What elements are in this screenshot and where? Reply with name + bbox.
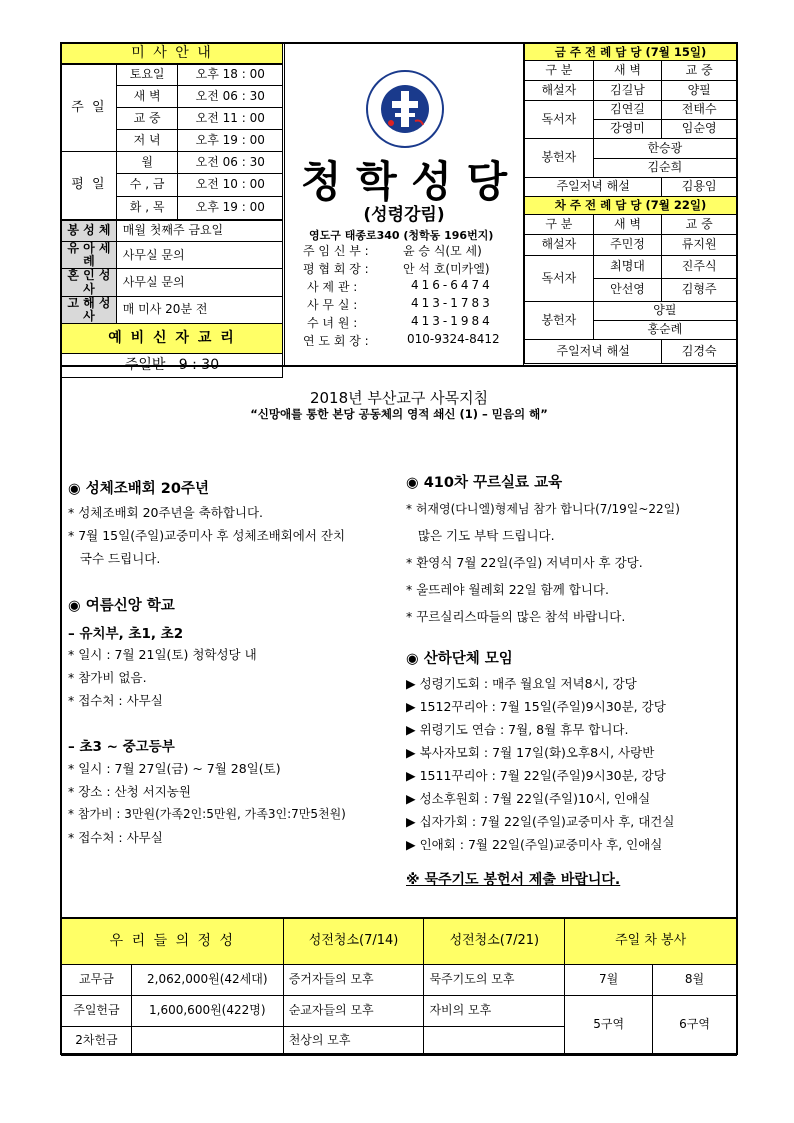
text-line: ▶ 1511꾸리아 : 7월 22일(주일)9시30분, 강당 <box>406 768 666 783</box>
contact-label: 사 제 관 : <box>307 280 358 294</box>
person-name: 안선영 <box>593 279 662 302</box>
catechumen-time: 주일반 9 : 30 <box>62 354 283 378</box>
header-divider <box>60 365 738 367</box>
person-name: 김순희 <box>593 159 736 178</box>
section-title: ◉ 여름신앙 학교 <box>68 598 175 614</box>
offering-value <box>131 1026 283 1055</box>
clean-title: 성전청소(7/14) <box>283 918 424 964</box>
parking-title: 주일 차 봉사 <box>565 918 737 964</box>
text-line: * 참가비 : 3만원(가족2인:5만원, 가족3인:7만5천원) <box>68 807 346 821</box>
contact-label: 평 협 회 장 : <box>303 262 369 276</box>
person-name: 홍순례 <box>593 321 736 340</box>
contact-value: 416-6474 <box>411 278 493 292</box>
role-label: 봉헌자 <box>525 139 594 178</box>
clean-title: 성전청소(7/21) <box>424 918 565 964</box>
offering-label: 주일헌금 <box>62 995 132 1026</box>
contact-value: 413-1783 <box>411 296 493 310</box>
person-name: 전태수 <box>662 101 737 120</box>
role-label: 해설자 <box>525 235 594 256</box>
person-name: 임순영 <box>662 120 737 139</box>
sacrament-value: 매 미사 20분 전 <box>116 296 282 323</box>
contact-value: 413-1984 <box>411 314 493 328</box>
sunday-day: 저 녁 <box>116 130 178 152</box>
head-cell: 구 분 <box>525 61 594 81</box>
person-name: 류지원 <box>662 235 737 256</box>
role-label: 독서자 <box>525 101 594 139</box>
sunday-label: 주 일 <box>62 64 117 152</box>
pastoral-subtitle: “신망애를 통한 본당 공동체의 영적 쇄신 (1) – 믿음의 해” <box>250 407 548 421</box>
contact-value: 윤 승 식(모 세) <box>403 244 482 258</box>
text-line: * 울뜨레야 월례회 22일 함께 합니다. <box>406 582 609 597</box>
parking-month: 7월 <box>565 964 653 995</box>
text-line: * 접수처 : 사무실 <box>68 830 163 845</box>
notice-note: ※ 묵주기도 봉헌서 제출 바랍니다. <box>406 872 621 888</box>
weekday-day: 수 , 금 <box>116 174 178 197</box>
catechumen-title: 예 비 신 자 교 리 <box>62 324 283 354</box>
weekday-day: 월 <box>116 152 178 174</box>
head-cell: 교 중 <box>662 215 737 235</box>
person-name: 주민정 <box>593 235 662 256</box>
person-name: 진주식 <box>662 256 737 279</box>
contact-value: 안 석 호(미카엘) <box>403 262 490 276</box>
person-name: 양필 <box>593 302 736 321</box>
contact-label: 연 도 회 장 : <box>303 334 369 348</box>
offering-label: 교무금 <box>62 964 132 995</box>
weekday-day: 화 , 목 <box>116 197 178 220</box>
sacrament-name: 유 아 세 례 <box>62 242 117 269</box>
mass-guide-table <box>61 43 283 378</box>
section-title: ◉ 산하단체 모임 <box>406 651 513 667</box>
parking-area: 6구역 <box>653 995 737 1055</box>
sunday-day: 토요일 <box>116 64 178 86</box>
person-name: 김용임 <box>662 178 737 197</box>
head-cell: 새 벽 <box>593 61 662 81</box>
text-line: * 성체조배회 20주년을 축하합니다. <box>68 505 264 520</box>
next-week-title: 차 주 전 례 담 당 (7월 22일) <box>525 197 737 215</box>
role-label: 주일저녁 해설 <box>525 178 662 197</box>
text-line: ▶ 십자가회 : 7월 22일(주일)교중미사 후, 대건실 <box>406 814 675 829</box>
text-line: ▶ 성소후원회 : 7월 22일(주일)10시, 인애실 <box>406 791 651 806</box>
role-label: 해설자 <box>525 81 594 101</box>
bottom-table <box>61 917 737 1056</box>
sunday-day: 교 중 <box>116 108 178 130</box>
contact-label: 주 임 신 부 : <box>303 244 369 258</box>
clean-group: 천상의 모후 <box>283 1026 424 1055</box>
sacrament-value: 사무실 문의 <box>116 269 282 296</box>
person-name: 최명대 <box>593 256 662 279</box>
parking-month: 8월 <box>653 964 737 995</box>
mass-guide-title: 미 사 안 내 <box>62 44 283 64</box>
text-line: ▶ 1512꾸리아 : 7월 15일(주일)9시30분, 강당 <box>406 699 666 714</box>
church-name: 청 학 성 당 <box>300 157 508 206</box>
clean-group: 증거자들의 모후 <box>283 964 424 995</box>
weekday-label: 평 일 <box>62 152 117 220</box>
sunday-time: 오전 06 : 30 <box>178 86 283 108</box>
sacrament-name: 고 해 성 사 <box>62 296 117 323</box>
this-week-table <box>524 43 737 364</box>
person-name: 김경숙 <box>662 340 737 364</box>
pastoral-title: 2018년 부산교구 사목지침 <box>309 389 489 407</box>
text-line: ▶ 인애회 : 7월 22일(주일)교중미사 후, 인애실 <box>406 837 663 852</box>
church-address: 영도구 태종로340 (청학동 196번지) <box>309 229 494 242</box>
text-line: 많은 기도 부탁 드립니다. <box>406 528 555 543</box>
sunday-time: 오전 11 : 00 <box>178 108 283 130</box>
text-line: ▶ 위령기도 연습 : 7월, 8월 휴무 합니다. <box>406 722 629 737</box>
role-label: 독서자 <box>525 256 594 302</box>
text-line: * 환영식 7월 22일(주일) 저녁미사 후 강당. <box>406 555 643 570</box>
sacrament-value: 사무실 문의 <box>116 242 282 269</box>
clean-group: 묵주기도의 모후 <box>424 964 565 995</box>
head-cell: 새 벽 <box>593 215 662 235</box>
sunday-day: 새 벽 <box>116 86 178 108</box>
text-line: ▶ 성령기도회 : 매주 월요일 저녁8시, 강당 <box>406 676 637 691</box>
text-line: * 접수처 : 사무실 <box>68 693 163 708</box>
subsection-title: – 초3 ~ 중고등부 <box>68 739 175 755</box>
person-name: 김형주 <box>662 279 737 302</box>
section-title: ◉ 410차 꾸르실료 교육 <box>406 475 563 491</box>
sacrament-name: 혼 인 성 사 <box>62 269 117 296</box>
sacrament-value: 매월 첫째주 금요일 <box>116 220 282 242</box>
weekday-time: 오후 19 : 00 <box>178 197 283 220</box>
person-name: 김길남 <box>593 81 662 101</box>
contact-label: 사 무 실 : <box>307 298 358 312</box>
church-header <box>284 43 524 365</box>
person-name: 강영미 <box>593 120 662 139</box>
parking-area: 5구역 <box>565 995 653 1055</box>
person-name: 김연길 <box>593 101 662 120</box>
clean-group: 자비의 모후 <box>424 995 565 1026</box>
text-line: * 일시 : 7월 27일(금) ~ 7월 28일(토) <box>68 761 281 776</box>
weekday-time: 오전 06 : 30 <box>178 152 283 174</box>
role-label: 봉헌자 <box>525 302 594 340</box>
person-name: 양필 <box>662 81 737 101</box>
clean-group: 순교자들의 모후 <box>283 995 424 1026</box>
person-name: 한승광 <box>593 139 736 159</box>
contact-value: 010-9324-8412 <box>407 332 500 346</box>
text-line: * 7월 15일(주일)교중미사 후 성체조배회에서 잔치 <box>68 528 346 543</box>
sunday-time: 오후 19 : 00 <box>178 130 283 152</box>
offering-value: 2,062,000원(42세대) <box>131 964 283 995</box>
sunday-time: 오후 18 : 00 <box>178 64 283 86</box>
text-line: * 허재영(다니엘)형제님 참가 합니다(7/19일~22일) <box>406 502 680 516</box>
contact-label: 수 녀 원 : <box>307 316 358 330</box>
church-subtitle: (성령강림) <box>363 205 445 225</box>
text-line: ▶ 복사자모회 : 7월 17일(화)오후8시, 사랑반 <box>406 745 655 760</box>
head-cell: 교 중 <box>662 61 737 81</box>
text-line: * 꾸르실리스따들의 많은 참석 바랍니다. <box>406 609 626 624</box>
offering-label: 2차헌금 <box>62 1026 132 1055</box>
section-title: ◉ 성체조배회 20주년 <box>68 481 209 497</box>
text-line: * 장소 : 산청 서지농원 <box>68 784 191 799</box>
head-cell: 구 분 <box>525 215 594 235</box>
weekday-time: 오전 10 : 00 <box>178 174 283 197</box>
subsection-title: – 유치부, 초1, 초2 <box>68 626 184 642</box>
clean-group <box>424 1026 565 1055</box>
text-line: * 일시 : 7월 21일(토) 청학성당 내 <box>68 647 257 662</box>
role-label: 주일저녁 해설 <box>525 340 662 364</box>
church-logo-icon <box>355 57 455 157</box>
offering-title: 우 리 들 의 정 성 <box>62 918 284 964</box>
this-week-title: 금 주 전 례 담 당 (7월 15일) <box>525 44 737 61</box>
text-line: 국수 드립니다. <box>68 551 161 566</box>
text-line: * 참가비 없음. <box>68 670 147 685</box>
sacrament-name: 봉 성 체 <box>62 220 117 242</box>
offering-value: 1,600,600원(422명) <box>131 995 283 1026</box>
